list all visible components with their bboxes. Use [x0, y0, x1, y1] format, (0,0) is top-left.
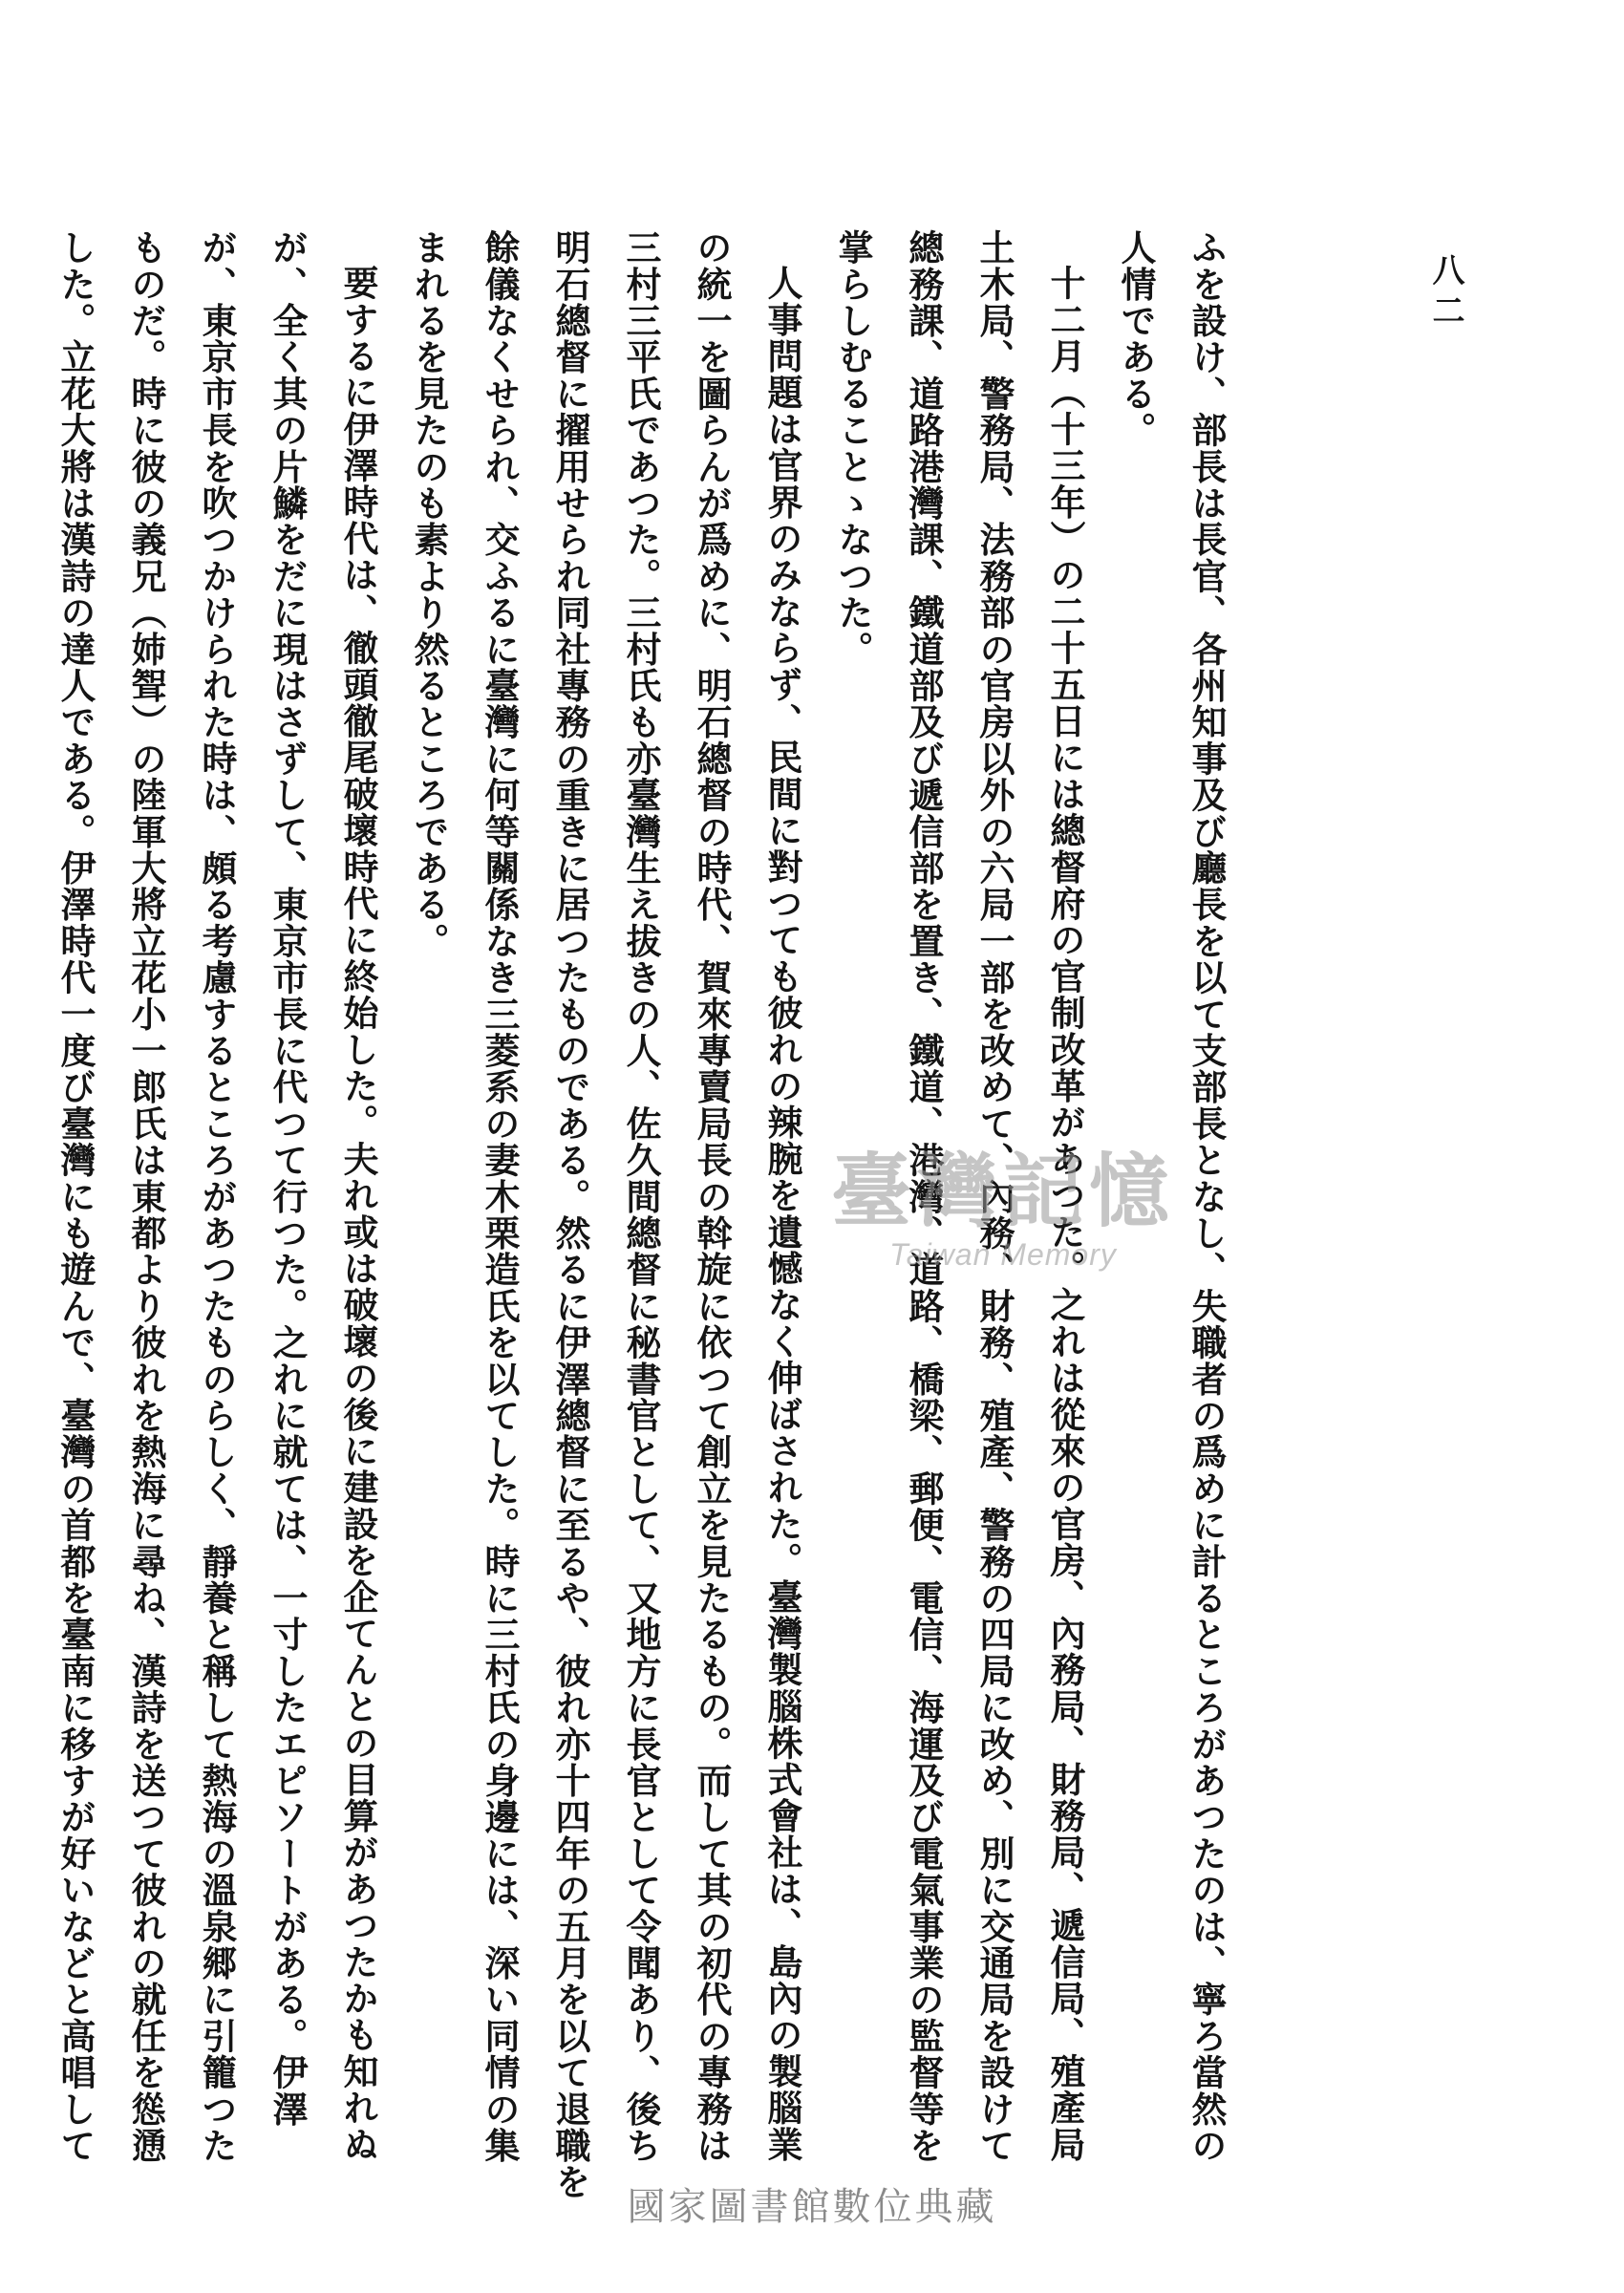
text-column: 明石總督に擢用せられ同社專務の重きに居つたものである。然るに伊澤總督に至るや、彼れ亦十四年の五月を以て退職を: [549, 229, 591, 2200]
text-column: ふを設け、部長は長官、各州知事及び廳長を以て支部長となし、失職者の爲めに計るところがあつたのは、寧ろ當然の: [1186, 229, 1228, 2164]
text-column: の統一を圖らんが爲めに、明石總督の時代、賀來專賣局長の斡旋に依つて創立を見たるもの。而して其の初代の專務は: [691, 229, 733, 2164]
footer-credit: 國家圖書館數位典藏: [627, 2185, 997, 2229]
text-column: ものだ。時に彼の義兄（姉聟）の陸軍大將立花小一郎氏は東都より彼れを熱海に尋ね、漢詩を送つて彼れの就任を慫慂: [125, 229, 167, 2164]
text-column: 人情である。: [1115, 229, 1157, 449]
page-number: 八二: [1426, 253, 1464, 333]
text-column: した。立花大將は漢詩の達人である。伊澤時代一度び臺灣にも遊んで、臺灣の首都を臺南に移すが好いなどと高唱して: [54, 229, 96, 2164]
text-column: が、全く其の片鱗をだに現はさずして、東京市長に代つて行つた。之れに就ては、一寸したエピソートがある。伊澤: [267, 229, 309, 2128]
text-column: 掌らしむることゝなつた。: [832, 229, 874, 668]
text-column: 要するに伊澤時代は、徹頭徹尾破壞時代に終始した。夫れ或は破壞の後に建設を企てんとの目算があつたかも知れぬ: [337, 265, 379, 2163]
text-column: が、東京市長を吹つかけられた時は、頗る考慮するところがあつたものらしく、靜養と稱して熱海の溫泉郷に引籠つた: [196, 229, 238, 2164]
text-column: まれるを見たのも素より然るところである。: [408, 229, 450, 959]
watermark-subtitle: Taiwan Memory: [889, 1237, 1117, 1272]
body-text: [54, 229, 1242, 2200]
text-column: 餘儀なくせられ、交ふるに臺灣に何等關係なき三菱系の妻木栗造氏を以てした。時に三村氏の身邊には、深い同情の集: [479, 229, 521, 2164]
text-column: 人事問題は官界のみならず、民間に對つても彼れの辣腕を遺憾なく伸ばされた。臺灣製腦株式會社は、島內の製腦業: [761, 265, 803, 2163]
text-column: 三村三平氏であつた。三村氏も亦臺灣生え拔きの人、佐久間總督に秘書官として、又地方に長官として令聞あり、後ち: [620, 229, 662, 2164]
watermark-title: 臺灣記憶: [831, 1144, 1176, 1238]
text-column: 十二月（十三年）の二十五日には總督府の官制改革があつた。之れは從來の官房、內務局、財務局、遞信局、殖產局: [1044, 265, 1086, 2163]
text-column: 總務課、道路港灣課、鐵道部及び遞信部を置き、鐵道、港灣、道路、橋梁、郵便、電信、海運及び電氣事業の監督等を: [903, 229, 945, 2164]
text-column: 土木局、警務局、法務部の官房以外の六局一部を改めて、內務、財務、殖產、警務の四局に改め、別に交通局を設けて: [973, 229, 1015, 2164]
